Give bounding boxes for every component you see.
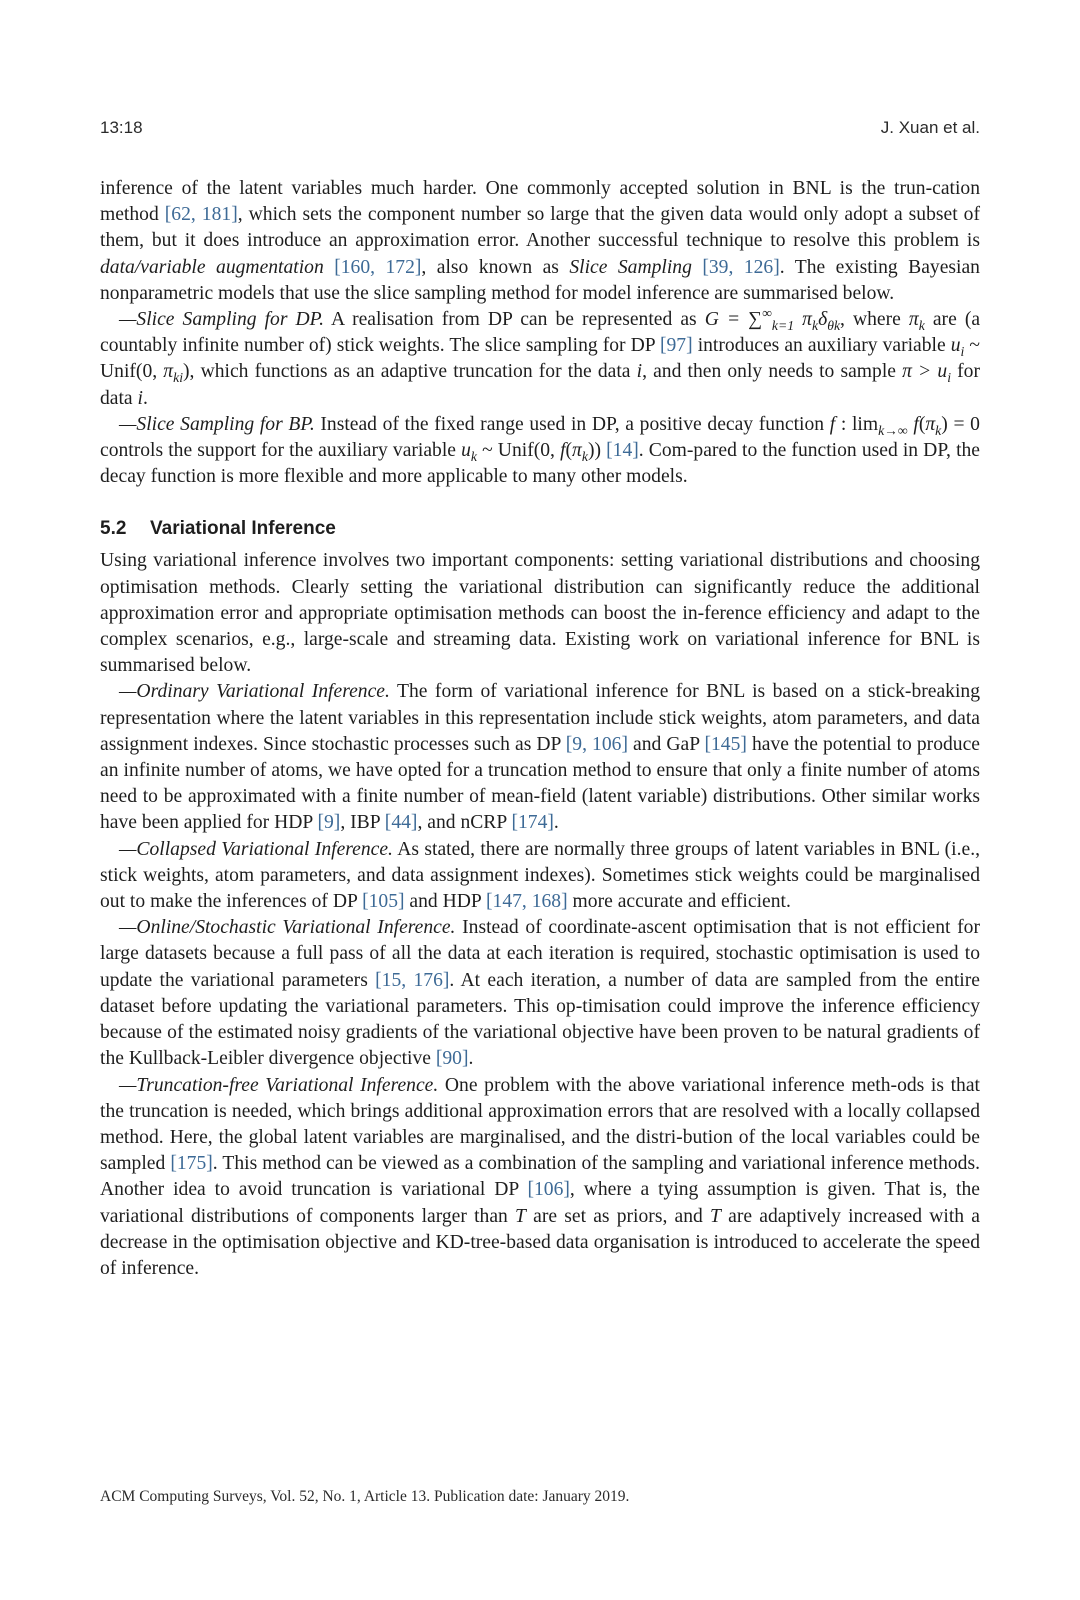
text: and HDP <box>404 891 486 913</box>
math-sub: k <box>581 448 588 464</box>
math: T <box>710 1205 721 1227</box>
text: One problem with the above variational inference meth-ods is that the truncation is needed, which brings additional approximation errors that are resolved with a locally collapsed method. Here, the global latent variables are marginalised, and the distri-bution of the local variables could be sampled <box>100 1074 980 1175</box>
paragraph-collapsed-vi <box>100 837 980 916</box>
math: f <box>829 413 836 435</box>
citation-link[interactable]: [62, 181] <box>164 204 238 226</box>
citation-link[interactable]: [106] <box>527 1179 570 1201</box>
citation-link[interactable]: [145] <box>704 733 747 755</box>
math: T <box>515 1205 526 1227</box>
paragraph-online-vi <box>100 915 980 1072</box>
text: are (a countably infinite number of) stick weights. The slice sampling for DP <box>100 309 981 357</box>
text: have the potential to produce an infinite number of atoms, we have opted for a truncation method to ensure that only a finite number of atoms need to be approximated with a finite number of mean-field (latent variable) distributions. Other similar works have been applied for HDP <box>100 733 980 834</box>
section-heading <box>100 516 980 542</box>
text: ) = 0 controls the support for the auxiliary variable <box>100 413 980 462</box>
math: u <box>461 440 471 462</box>
text: . Com-pared to the function used in DP, the decay function is more flexible and more applicable to many other models. <box>100 440 981 488</box>
paragraph-slice-sampling-dp <box>100 307 980 412</box>
math-sub: k <box>812 317 819 333</box>
math: f <box>560 440 566 462</box>
citation-link[interactable]: [9] <box>317 812 341 834</box>
math: π <box>794 309 812 331</box>
citation-link[interactable]: [14] <box>606 440 639 462</box>
text: are set as priors, and <box>525 1205 711 1227</box>
page-body <box>100 176 980 1282</box>
math: i <box>636 361 643 383</box>
item-title: —Online/Stochastic Variational Inference. <box>119 917 456 939</box>
math-sub: k→∞ <box>878 422 908 438</box>
text: ~ Unif(0, <box>477 440 561 462</box>
citation-link[interactable]: [9, 106] <box>565 733 628 755</box>
text: inference of the latent variables much harder. One commonly accepted solution in BNL is the trun-cation method <box>100 178 980 226</box>
paragraph-truncation <box>100 176 980 307</box>
math: δ <box>818 309 828 331</box>
text: . The existing Bayesian nonparametric models that use the slice sampling method for model inference are summarised below. <box>100 256 980 304</box>
math: π > u <box>902 361 948 383</box>
text: . This method can be viewed as a combination of the sampling and variational inference methods. Another idea to avoid truncation is variational DP <box>100 1153 981 1201</box>
text: , also known as <box>421 256 570 278</box>
math: f <box>907 413 919 435</box>
section-title: Variational Inference <box>150 518 336 540</box>
math-sub: k=1 <box>771 317 795 333</box>
text: , where <box>840 309 909 331</box>
text: , and then only needs to sample <box>642 361 903 383</box>
text: : lim <box>835 413 879 435</box>
paragraph-section-intro: Using variational inference involves two important components: setting variational distributions and choosing optimisation methods. Clearly setting the variational distribution can significantly reduce the additional approximation error and appropriate optimisation methods can boost the in-ference efficiency and adapt to the complex scenarios, e.g., large-scale and streaming data. Existing work on variational inference for BNL is summarised below. <box>100 550 980 677</box>
citation-link[interactable]: [44] <box>384 812 418 834</box>
item-title: —Slice Sampling for BP. <box>119 413 315 435</box>
item-title: —Collapsed Variational Inference. <box>119 838 393 860</box>
text: . <box>553 812 559 834</box>
math-sub: k <box>935 422 942 438</box>
paragraph-truncation-free-vi <box>100 1073 980 1283</box>
text: ( <box>565 440 573 462</box>
emphasis: data/variable augmentation <box>100 256 324 278</box>
citation-link[interactable]: [97] <box>659 335 693 357</box>
text: The form of variational inference for BNL is based on a stick-breaking representation where the latent variables in this representation include stick weights, atom parameters, and data assignment indexes. Since stochastic processes such as DP <box>100 681 981 755</box>
math-sup: ∞ <box>762 305 772 321</box>
text: , and nCRP <box>417 812 512 834</box>
text: , IBP <box>340 812 385 834</box>
text: ), which functions as an adaptive truncation for the data <box>183 361 637 383</box>
math: u <box>950 335 961 357</box>
math: G = ∑ <box>704 309 763 331</box>
text: Instead of the fixed range used in DP, a positive decay function <box>314 413 830 435</box>
citation-link[interactable]: [160, 172] <box>334 256 422 278</box>
text <box>324 257 334 278</box>
page-label: 13:18 <box>100 118 143 137</box>
text: . <box>143 387 148 409</box>
paragraph-ordinary-vi <box>100 679 980 836</box>
text: A realisation from DP can be represented as <box>324 309 705 331</box>
text: more accurate and efficient. <box>567 891 791 913</box>
citation-link[interactable]: [105] <box>362 891 405 913</box>
running-authors: J. Xuan et al. <box>880 118 980 137</box>
math-sub: i <box>947 370 952 386</box>
citation-link[interactable]: [90] <box>435 1048 469 1070</box>
running-header <box>100 118 980 146</box>
citation-link[interactable]: [15, 176] <box>375 969 450 991</box>
emphasis: Slice Sampling <box>569 256 692 278</box>
text: and GaP <box>627 733 705 755</box>
math: π <box>163 361 174 383</box>
text: Instead of coordinate-ascent optimisation that is not efficient for large datasets because a full pass of all the data at each iteration is required, stochastic optimisation is used to update the variational parameters <box>100 917 980 991</box>
citation-link[interactable]: [174] <box>511 812 554 834</box>
citation-link[interactable]: [39, 126] <box>702 256 780 278</box>
text: , which sets the component number so large that the given data would only adopt a subset of them, but it does introduce an approximation error. Another successful technique to resolve this problem is <box>100 204 980 252</box>
math: π <box>925 413 936 435</box>
text: are adaptively increased with a decrease in the optimisation objective and KD-tree-based data organisation is introduced to accelerate the speed of inference. <box>100 1205 980 1279</box>
citation-link[interactable]: [175] <box>170 1153 213 1175</box>
math-sub: ki <box>173 370 184 386</box>
text: )) <box>587 440 607 462</box>
text: As stated, there are normally three groups of latent variables in BNL (i.e., stick weights, atom parameters, and data assignment indexes). Sometimes stick weights could be marginalised out to make the inferences of DP <box>100 838 980 913</box>
text: , where a tying assumption is given. That is, the variational distributions of components larger than <box>100 1179 980 1227</box>
math-sub: k <box>470 448 477 464</box>
math-sub: k <box>918 317 925 333</box>
section-number: 5.2 <box>100 518 127 540</box>
text: . At each iteration, a number of data are sampled from the entire dataset before updating the variational parameters. This op-timisation could improve the inference efficiency because of the estimated noisy gradients of the variational objective have been proven to be natural gradients of the Kullback-Leibler divergence objective <box>100 969 980 1070</box>
math-sub: θk <box>827 317 841 333</box>
page-footer: ACM Computing Surveys, Vol. 52, No. 1, Article 13. Publication date: January 2019. <box>100 1488 630 1505</box>
item-title: —Ordinary Variational Inference. <box>119 681 390 703</box>
text: for data <box>100 361 980 409</box>
text: ~ Unif(0, <box>100 335 981 383</box>
paragraph-slice-sampling-bp <box>100 412 980 491</box>
math-sub: i <box>960 344 965 360</box>
text <box>692 257 702 278</box>
citation-link[interactable]: [147, 168] <box>486 891 568 913</box>
math: i <box>137 387 143 409</box>
math: π <box>572 440 582 462</box>
text: ( <box>918 413 926 435</box>
item-title: —Slice Sampling for DP. <box>119 309 325 331</box>
math: π <box>908 309 919 331</box>
text: introduces an auxiliary variable <box>692 335 951 357</box>
item-title: —Truncation-free Variational Inference. <box>119 1074 439 1096</box>
text: . <box>468 1048 474 1070</box>
